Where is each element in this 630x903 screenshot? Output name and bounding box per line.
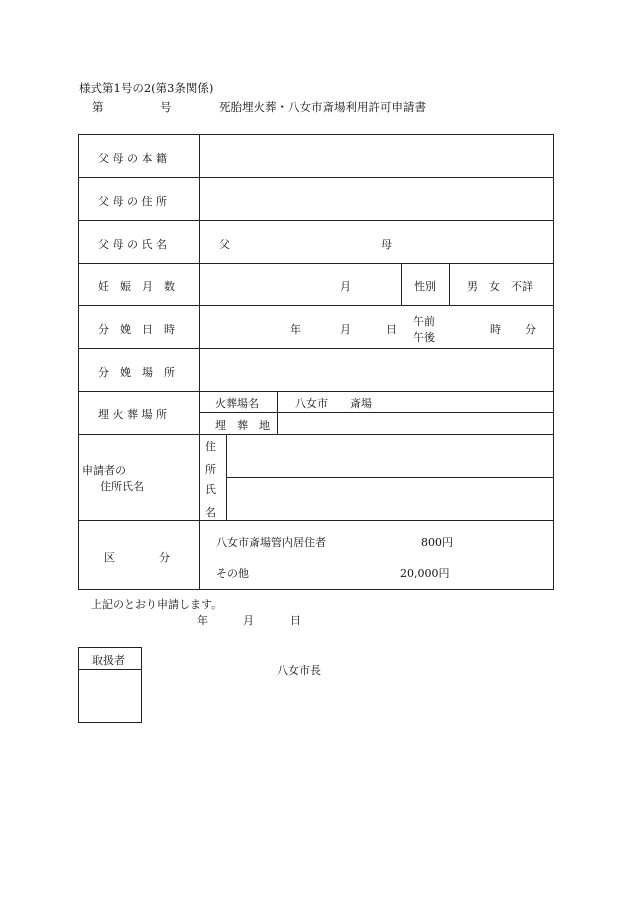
label-kubun: 区 分 — [104, 551, 170, 564]
kasoba-label: 火葬場名 — [215, 397, 259, 410]
name-char-1: 氏 — [205, 483, 216, 496]
month-unit: 月 — [340, 280, 351, 293]
number-dai: 第 — [92, 100, 104, 114]
mayor-label: 八女市長 — [277, 664, 321, 677]
number-go: 号 — [160, 100, 172, 114]
sex-label: 性別 — [414, 280, 436, 293]
applicant-label-1: 申請者の — [82, 464, 126, 477]
fee1-value: 800円 — [421, 536, 453, 549]
label-bunben-basho: 分 娩 場 所 — [98, 366, 175, 379]
name-char-2: 名 — [205, 506, 216, 519]
date-month: 月 — [243, 614, 254, 627]
label-bunben: 分 娩 日 時 — [98, 323, 175, 336]
label-jusho: 父 母 の 住 所 — [98, 195, 167, 208]
label-honseki: 父 母 の 本 籍 — [98, 152, 167, 165]
page-title: 死胎埋火葬・八女市斎場利用許可申請書 — [219, 100, 426, 114]
handler-label: 取扱者 — [92, 654, 125, 667]
statement: 上記のとおり申請します。 — [91, 598, 223, 611]
form-number: 様式第1号の2(第3条関係) — [79, 81, 214, 95]
kasoba-value: 八女市 斎場 — [295, 397, 372, 410]
unit-hour: 時 — [490, 323, 501, 336]
unit-day: 日 — [386, 323, 397, 336]
label-maikaso: 埋 火 葬 場 所 — [98, 408, 167, 421]
label-shimei: 父 母 の 氏 名 — [98, 238, 167, 251]
address-char-2: 所 — [205, 463, 216, 476]
date-year: 年 — [197, 614, 208, 627]
label-ninshin: 妊 娠 月 数 — [98, 280, 175, 293]
unit-year: 年 — [290, 323, 301, 336]
am-label: 午前 — [413, 315, 435, 328]
applicant-label-2: 住所氏名 — [100, 480, 144, 493]
sex-options: 男 女 不詳 — [467, 280, 533, 293]
pm-label: 午後 — [413, 331, 435, 344]
father-label: 父 — [219, 238, 230, 251]
fee2-value: 20,000円 — [400, 567, 450, 580]
unit-minute: 分 — [525, 323, 536, 336]
address-char-1: 住 — [205, 440, 216, 453]
unit-month: 月 — [340, 323, 351, 336]
maisochi-label: 埋 葬 地 — [215, 419, 270, 432]
fee1-label: 八女市斎場管内居住者 — [216, 536, 326, 549]
mother-label: 母 — [381, 238, 392, 251]
fee2-label: その他 — [216, 567, 249, 580]
date-day: 日 — [290, 614, 301, 627]
